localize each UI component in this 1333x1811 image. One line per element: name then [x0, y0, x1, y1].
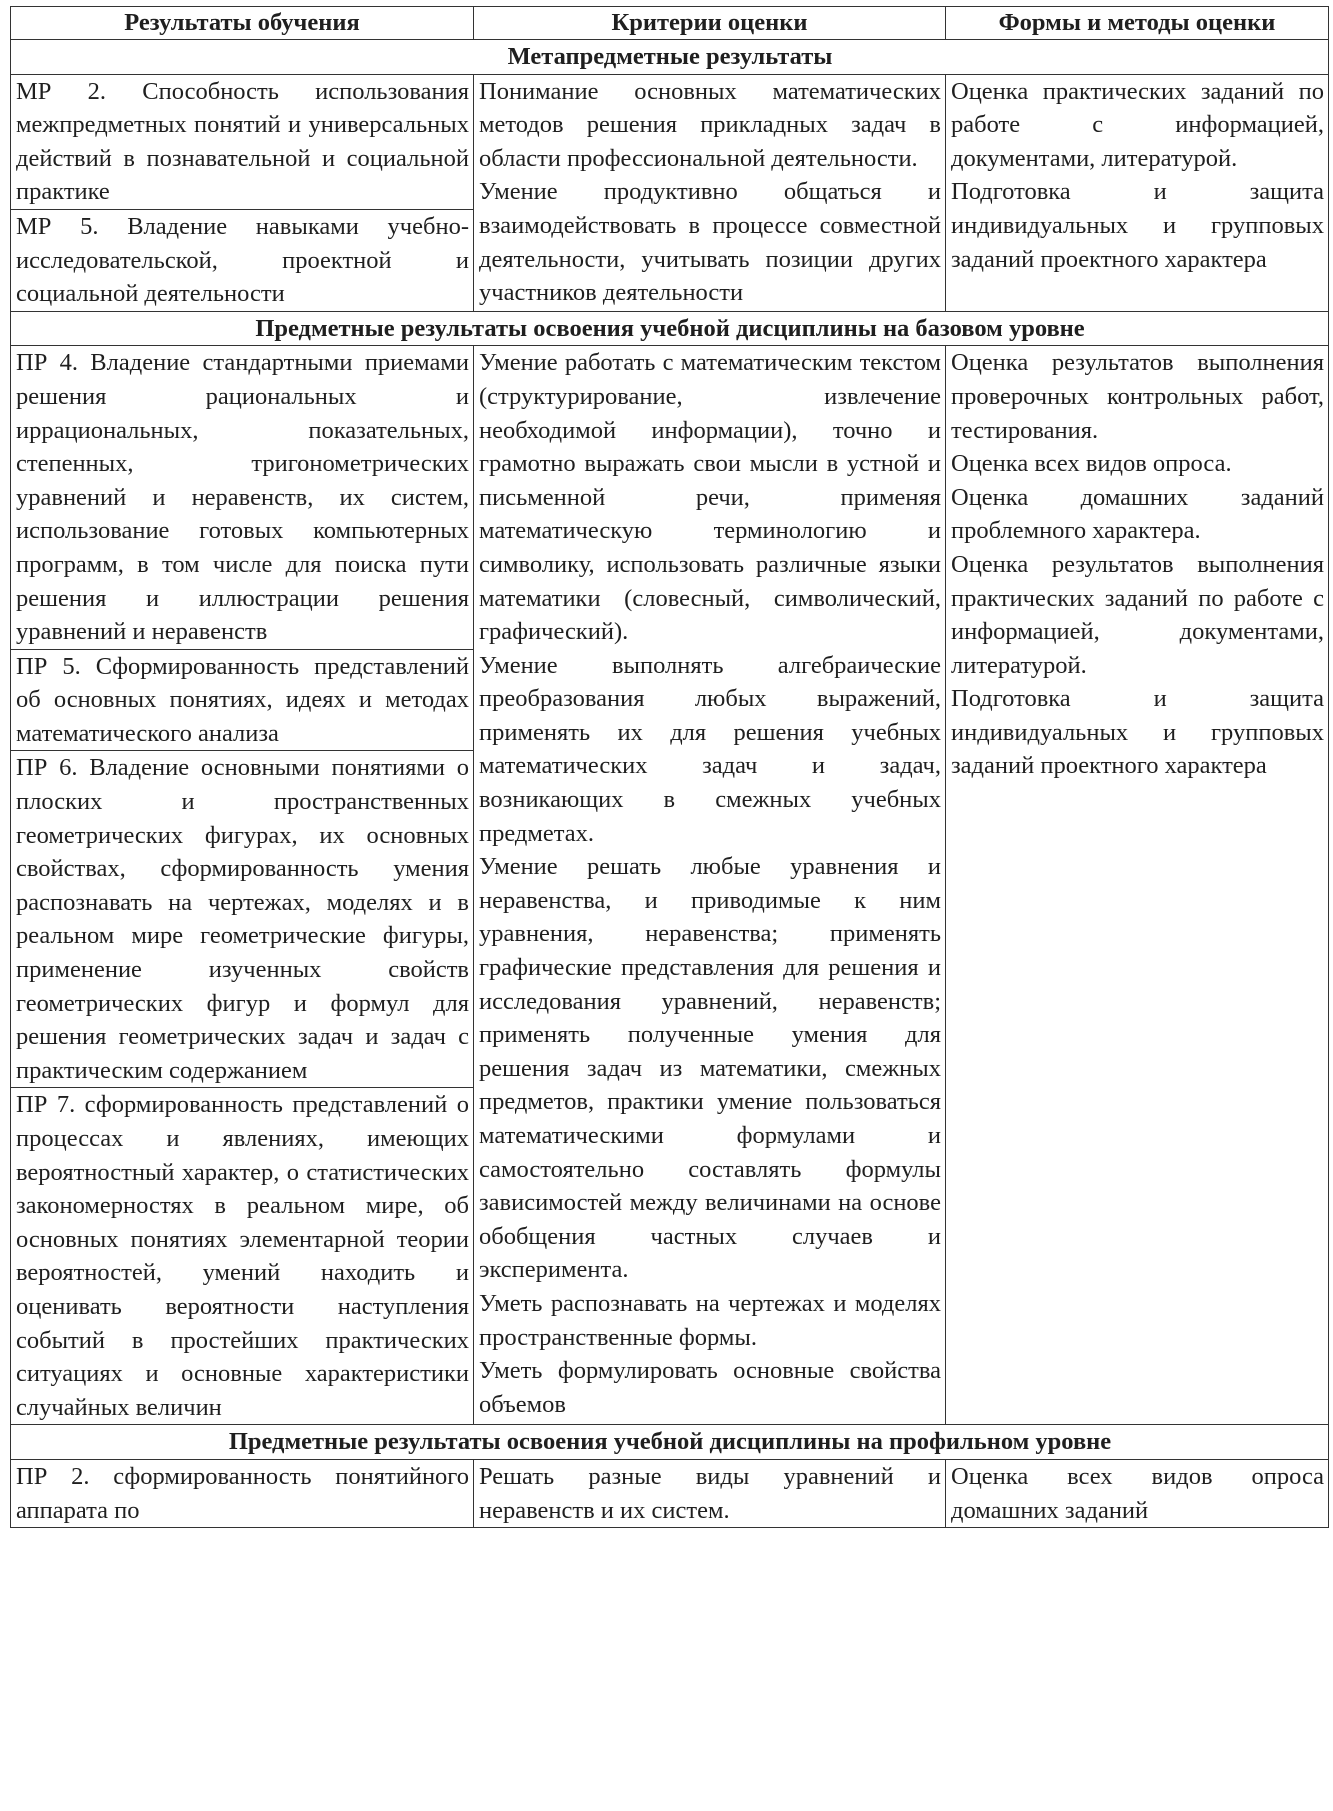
section-profile-title: Предметные результаты освоения учебной дисциплины на профильном уровне	[11, 1425, 1329, 1460]
meta-forms-cell	[946, 74, 1329, 311]
meta-criterion: Понимание основных математических методов решения прикладных задач в области профессиональной деятельности.	[479, 77, 941, 172]
assessment-table	[10, 6, 1329, 1528]
header-row	[11, 7, 1329, 40]
meta-criterion: Умение продуктивно общаться и взаимодействовать в процессе совместной деятельности, учитывать позиции других участников деятельности	[479, 178, 941, 307]
header-criteria: Критерии оценки	[474, 7, 946, 40]
base-result-pr4: ПР 4. Владение стандартными приемами решения рациональных и иррациональных, показательных, степенных, тригонометрических уравнений и неравенств, их систем, использование готовых компьютерных программ, в том числе для поиска пути решения и иллюстрации решения уравнений и неравенств	[11, 346, 474, 649]
meta-result-mr5: МР 5. Владение навыками учебно-исследовательской, проектной и социальной деятельности	[11, 209, 474, 311]
base-result-pr5: ПР 5. Сформированность представлений об основных понятиях, идеях и методах математического анализа	[11, 649, 474, 751]
profile-result-pr2: ПР 2. сформированность понятийного аппарата по	[11, 1459, 474, 1527]
base-row-1	[11, 346, 1329, 649]
section-row-profile	[11, 1425, 1329, 1460]
meta-form: Оценка практических заданий по работе с информацией, документами, литературой.	[951, 77, 1324, 172]
base-form: Оценка домашних заданий проблемного характера.	[951, 483, 1324, 545]
section-row-meta	[11, 40, 1329, 75]
base-forms-cell	[946, 346, 1329, 1425]
base-criterion: Уметь распознавать на чертежах и моделях пространственные формы.	[479, 1289, 941, 1351]
meta-form: Подготовка и защита индивидуальных и групповых заданий проектного характера	[951, 178, 1324, 273]
profile-criterion: Решать разные виды уравнений и неравенств и их систем.	[474, 1459, 946, 1527]
meta-criteria-cell	[474, 74, 946, 311]
profile-form: Оценка всех видов опроса домашних заданий	[946, 1459, 1329, 1527]
base-result-pr6: ПР 6. Владение основными понятиями о плоских и пространственных геометрических фигурах, их основных свойствах, сформированность умения распознавать на чертежах, моделях и в реальном мире геометрические фигуры, применение изученных свойств геометрических фигур и формул для решения геометрических задач и задач с практическим содержанием	[11, 751, 474, 1088]
base-form: Подготовка и защита индивидуальных и групповых заданий проектного характера	[951, 685, 1324, 780]
base-criteria-cell	[474, 346, 946, 1425]
meta-result-mr2: МР 2. Способность использования межпредметных понятий и универсальных действий в познавательной и социальной практике	[11, 74, 474, 209]
base-form: Оценка результатов выполнения проверочных контрольных работ, тестирования.	[951, 349, 1324, 444]
base-criterion: Умение решать любые уравнения и неравенства, и приводимые к ним уравнения, неравенства; применять графические представления для решения и исследования уравнений, неравенств; применять полученные умения для решения задач из математики, смежных предметов, практики умение пользоваться математическими формулами и самостоятельно составлять формулы зависимостей между величинами на основе обобщения частных случаев и эксперимента.	[479, 853, 941, 1284]
base-result-pr7: ПР 7. сформированность представлений о процессах и явлениях, имеющих вероятностный характер, о статистических закономерностях в реальном мире, об основных понятиях элементарной теории вероятностей, умений находить и оценивать вероятности наступления событий в простейших практических ситуациях и основные характеристики случайных величин	[11, 1088, 474, 1425]
base-form: Оценка результатов выполнения практических заданий по работе с информацией, документами, литературой.	[951, 550, 1324, 679]
header-forms: Формы и методы оценки	[946, 7, 1329, 40]
header-results: Результаты обучения	[11, 7, 474, 40]
meta-row-1	[11, 74, 1329, 209]
base-criterion: Уметь формулировать основные свойства объемов	[479, 1357, 941, 1418]
section-base-title: Предметные результаты освоения учебной дисциплины на базовом уровне	[11, 311, 1329, 346]
base-criterion: Умение работать с математическим текстом (структурирование, извлечение необходимой информации), точно и грамотно выражать свои мысли в устной и письменной речи, применяя математическую терминологию и символику, использовать различные языки математики (словесный, символический, графический).	[479, 349, 941, 646]
profile-row-1	[11, 1459, 1329, 1527]
base-form: Оценка всех видов опроса.	[951, 450, 1232, 478]
base-criterion: Умение выполнять алгебраические преобразования любых выражений, применять их для решения учебных математических задач и задач, возникающих в смежных учебных предметах.	[479, 651, 941, 847]
section-row-base	[11, 311, 1329, 346]
section-meta-title: Метапредметные результаты	[11, 40, 1329, 75]
